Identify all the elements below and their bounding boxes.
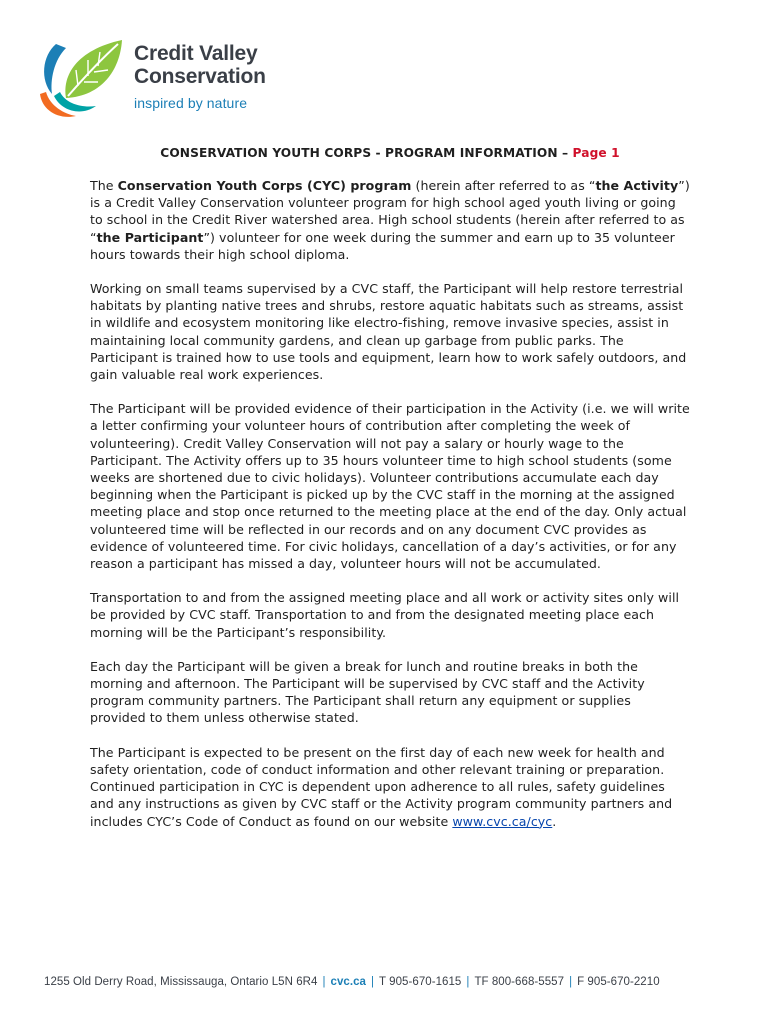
footer-separator: | bbox=[322, 976, 326, 988]
p1-text-3: ”) is a Credit Valley Conservation volunteer program for high school aged youth living or going to school in the Credit River watershed area. High school students (herein after referred to as “ bbox=[90, 178, 690, 245]
title-main: CONSERVATION YOUTH CORPS - PROGRAM INFORMATION – bbox=[160, 146, 573, 160]
page-footer bbox=[44, 976, 744, 988]
footer-fax: F 905-670-2210 bbox=[577, 976, 660, 988]
p6-text: The Participant is expected to be present on the first day of each new week for health and safety orientation, code of conduct information and other relevant training or preparation. Continued participation in CYC is dependent upon adherence to all rules, safety guidelines and any instructions as given by CVC staff or the Activity program community partners and includes CYC’s Code of Conduct as found on our website bbox=[90, 744, 673, 829]
footer-separator: | bbox=[371, 976, 375, 988]
cyc-website-link[interactable]: www.cvc.ca/cyc bbox=[452, 813, 553, 829]
brand-name-line2: Conservation bbox=[134, 65, 266, 88]
footer-phone: T 905-670-1615 bbox=[379, 976, 462, 988]
footer-tollfree: TF 800-668-5557 bbox=[474, 976, 565, 988]
title-page-label: Page 1 bbox=[572, 146, 620, 160]
leaf-logo-icon bbox=[36, 36, 132, 120]
footer-address: 1255 Old Derry Road, Mississauga, Ontario L5N 6R4 bbox=[44, 976, 318, 988]
p1-text-1: The bbox=[90, 178, 118, 193]
paragraph-orientation bbox=[90, 744, 690, 830]
p1-bold-participant: the Participant bbox=[96, 229, 204, 245]
brand-name-line1: Credit Valley bbox=[134, 42, 258, 65]
p1-text-4: ”) volunteer for one week during the summer and earn up to 35 volunteer hours towards their high school diploma. bbox=[90, 229, 675, 262]
p6-end: . bbox=[552, 813, 557, 829]
cvc-logo bbox=[36, 36, 286, 122]
paragraph-breaks-supervision: Each day the Participant will be given a break for lunch and routine breaks in both the morning and afternoon. The Participant will be supervised by CVC staff and the Activity program community partners. The Participant shall return any equipment or supplies provided to them unless otherwise stated. bbox=[90, 658, 645, 726]
footer-website: cvc.ca bbox=[330, 976, 366, 988]
document-body bbox=[90, 146, 690, 847]
p1-bold-program: Conservation Youth Corps (CYC) program bbox=[117, 178, 412, 193]
document-title bbox=[90, 146, 690, 160]
paragraph-transportation: Transportation to and from the assigned meeting place and all work or activity sites only will be provided by CVC staff. Transportation to and from the designated meeting place each morning will be the Participant’s responsibility. bbox=[90, 590, 680, 640]
paragraph-activities: Working on small teams supervised by a CVC staff, the Participant will help restore terrestrial habitats by planting native trees and shrubs, restore aquatic habitats such as streams, assist in wildlife and ecosystem monitoring like electro-fishing, remove invasive species, assist in maintaining local community gardens, and clean up garbage from public parks. The Participant is trained how to use tools and equipment, learn how to work safely outdoors, and gain valuable real work experiences. bbox=[90, 281, 687, 383]
footer-separator: | bbox=[466, 976, 470, 988]
p1-bold-activity: the Activity bbox=[595, 178, 679, 193]
paragraph-volunteer-hours: The Participant will be provided evidence of their participation in the Activity (i.e. we will write a letter confirming your volunteer hours of contribution after completing the week of volunteering). Credit Valley Conservation will not pay a salary or hourly wage to the Participant. The Activity offers up to 35 hours volunteer time to high school students (some weeks are shortened due to civic holidays). Volunteer contributions accumulate each day beginning when the Participant is picked up by the CVC staff in the morning at the assigned meeting place and stop once returned to the meeting place at the end of the day. Only actual volunteered time will be reflected in our records and on any document CVC provides as evidence of volunteered time. For civic holidays, cancellation of a day’s activities, or for any reason a participant has missed a day, volunteer hours will not be accumulated. bbox=[90, 401, 690, 572]
p1-text-2: (herein after referred to as “ bbox=[411, 178, 596, 193]
brand-tagline: inspired by nature bbox=[134, 95, 248, 111]
paragraph-intro bbox=[90, 177, 690, 263]
logo-text bbox=[134, 42, 266, 111]
footer-separator: | bbox=[569, 976, 573, 988]
